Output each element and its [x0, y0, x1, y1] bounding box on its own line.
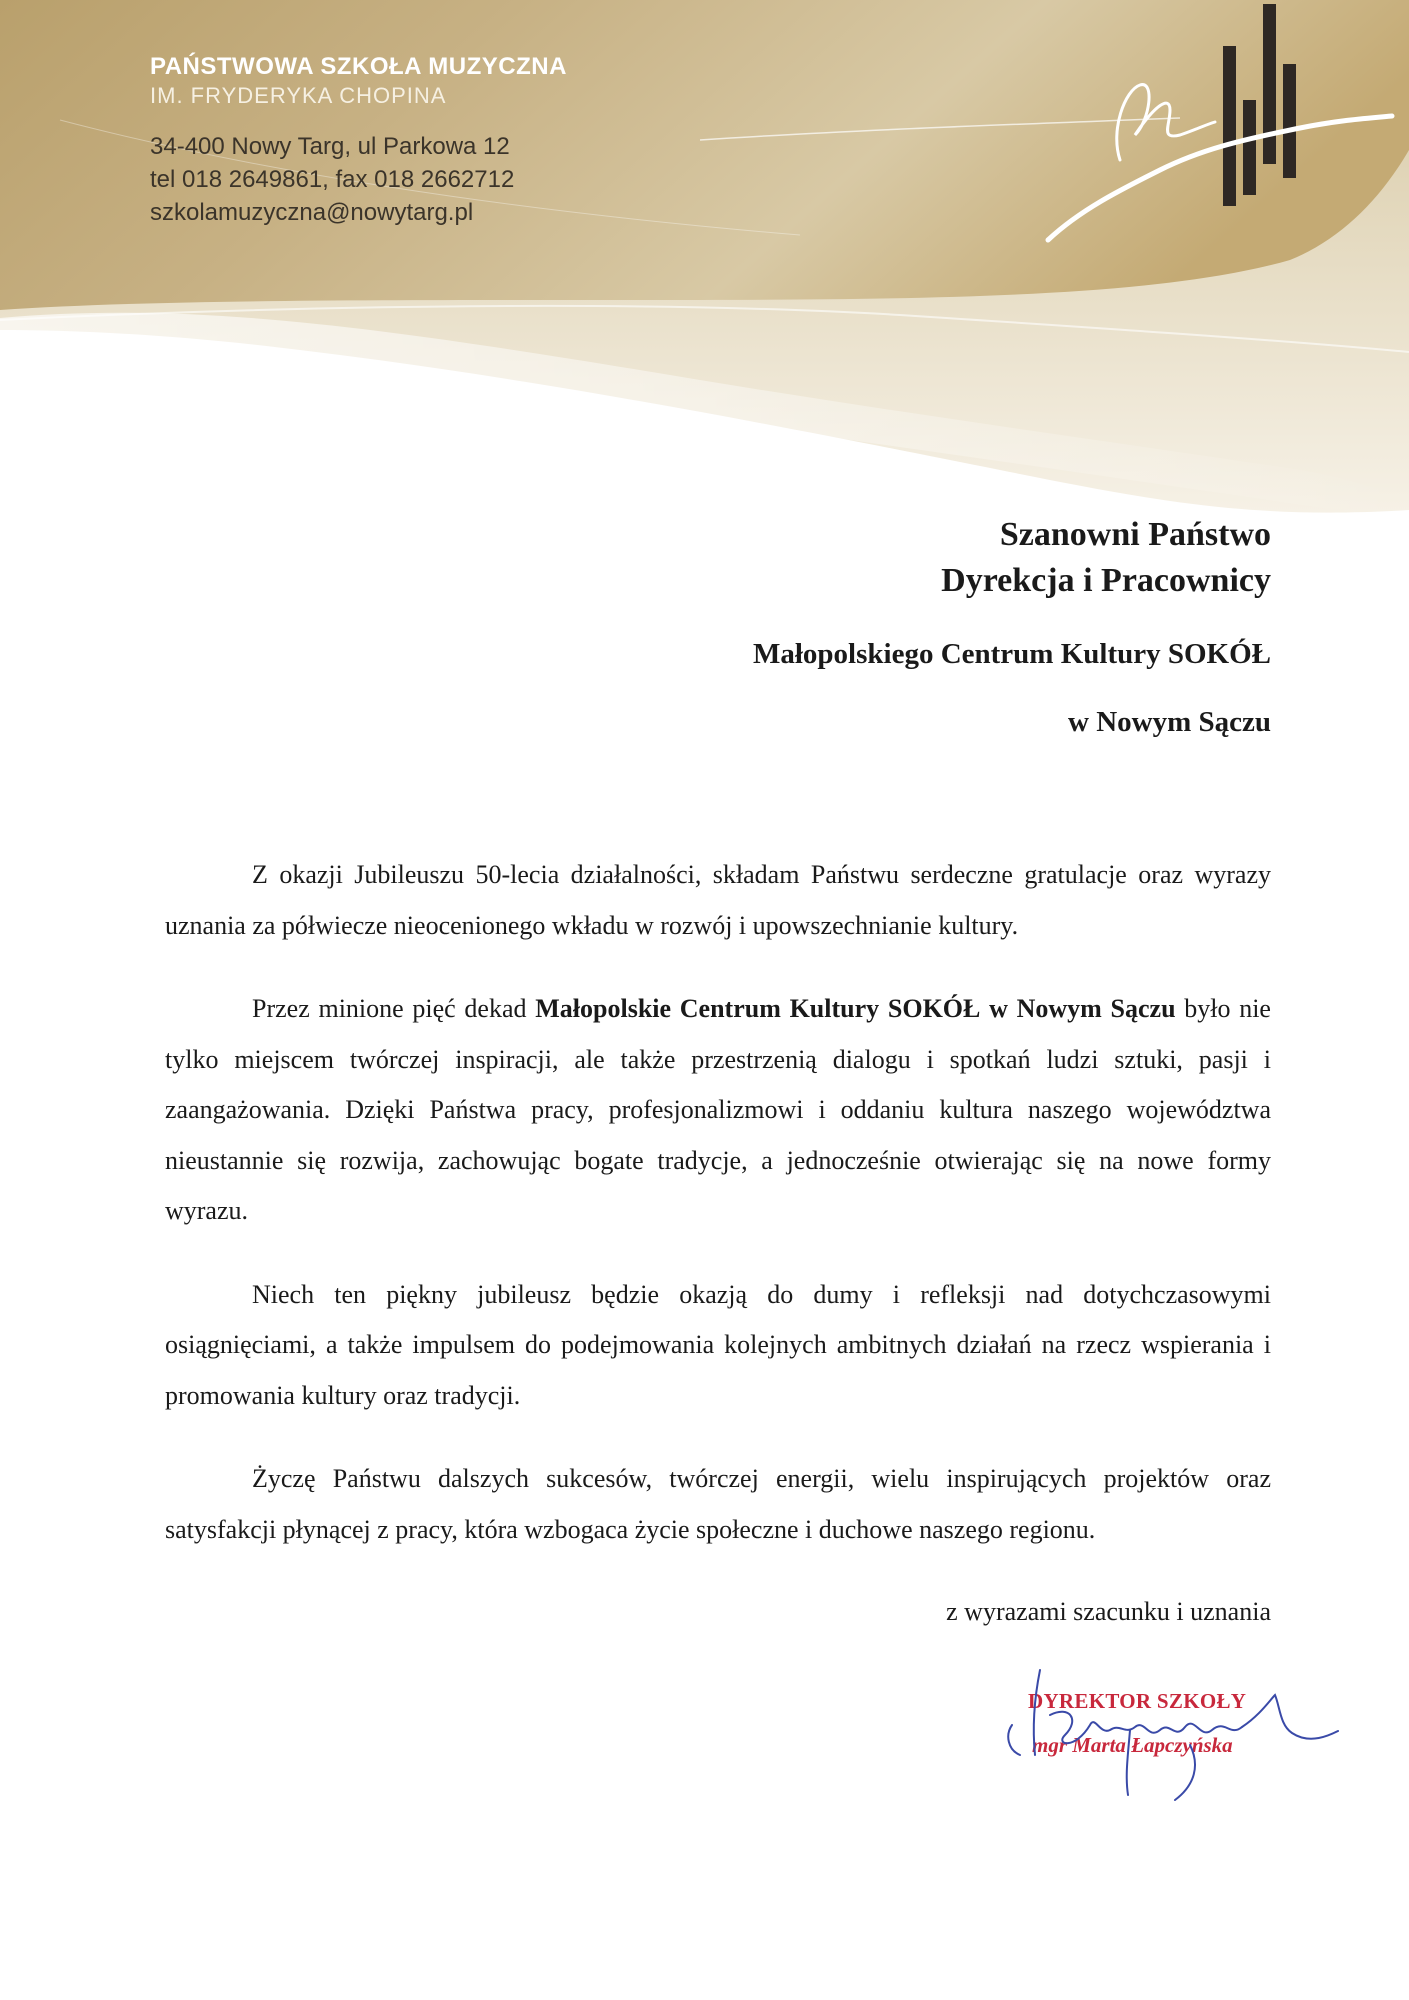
letterhead	[150, 52, 567, 229]
stamp-name: mgr Marta Łapczyńska	[1032, 1733, 1233, 1757]
school-logo	[1040, 0, 1400, 260]
recipient-line-1: Szanowni Państwo	[999, 516, 1271, 553]
logo-signature	[1117, 85, 1215, 160]
paragraph-4: Życzę Państwu dalszych sukcesów, twórczej energii, wielu inspirujących projektów oraz satysfakcji płynącej z pracy, która wzbogaca życie społeczne i duchowe naszego regionu.	[165, 1464, 1271, 1544]
paragraph-2-institution: Małopolskie Centrum Kultury SOKÓŁ w Nowym Sączu	[535, 994, 1176, 1023]
logo-swoosh	[1048, 116, 1392, 240]
handwritten-signature	[980, 1655, 1340, 1815]
school-email: szkolamuzyczna@nowytarg.pl	[150, 199, 474, 226]
logo-bar-3	[1263, 4, 1276, 164]
letter-body	[165, 850, 1271, 1588]
stamp-title: DYREKTOR SZKOŁY	[1028, 1689, 1247, 1713]
school-patron: IM. FRYDERYKA CHOPINA	[150, 83, 447, 108]
logo-bar-1	[1223, 46, 1236, 206]
paragraph-3: Niech ten piękny jubileusz będzie okazją do dumy i refleksji nad dotychczasowymi osiągnięciami, a także impulsem do podejmowania kolejnych ambitnych działań na rzecz wspierania i promowania kultury oraz tradycji.	[165, 1279, 1271, 1410]
paragraph-2-start: Przez minione pięć dekad	[252, 994, 536, 1023]
recipient-block	[753, 512, 1271, 742]
logo-bar-2	[1243, 100, 1256, 195]
school-phone-fax: tel 018 2649861, fax 018 2662712	[150, 166, 515, 193]
recipient-line-2: Dyrekcja i Pracownicy	[941, 562, 1271, 599]
paragraph-2	[165, 984, 1271, 1237]
school-address: 34-400 Nowy Targ, ul Parkowa 12	[150, 133, 510, 160]
signature-block	[980, 1655, 1340, 1815]
paragraph-2-end: było nie tylko miejscem twórczej inspiracji, ale także przestrzenią dialogu i spotkań ludzi sztuki, pasji i zaangażowania. Dzięki Państwa pracy, profesjonalizmowi i oddaniu kultura naszego województwa nieustannie się rozwija, zachowując bogate tradycje, a jednocześnie otwierając się na nowe formy wyrazu.	[165, 994, 1271, 1225]
recipient-line-3: Małopolskiego Centrum Kultury SOKÓŁ	[752, 638, 1271, 670]
paragraph-1: Z okazji Jubileuszu 50-lecia działalności, składam Państwu serdeczne gratulacje oraz wyrazy uznania za półwiecze nieocenionego wkładu w rozwój i upowszechnianie kultury.	[165, 860, 1271, 940]
logo-bar-4	[1283, 64, 1296, 178]
school-name: PAŃSTWOWA SZKOŁA MUZYCZNA	[150, 53, 567, 80]
closing-phrase: z wyrazami szacunku i uznania	[946, 1597, 1271, 1626]
recipient-line-4: w Nowym Sączu	[1068, 706, 1271, 738]
